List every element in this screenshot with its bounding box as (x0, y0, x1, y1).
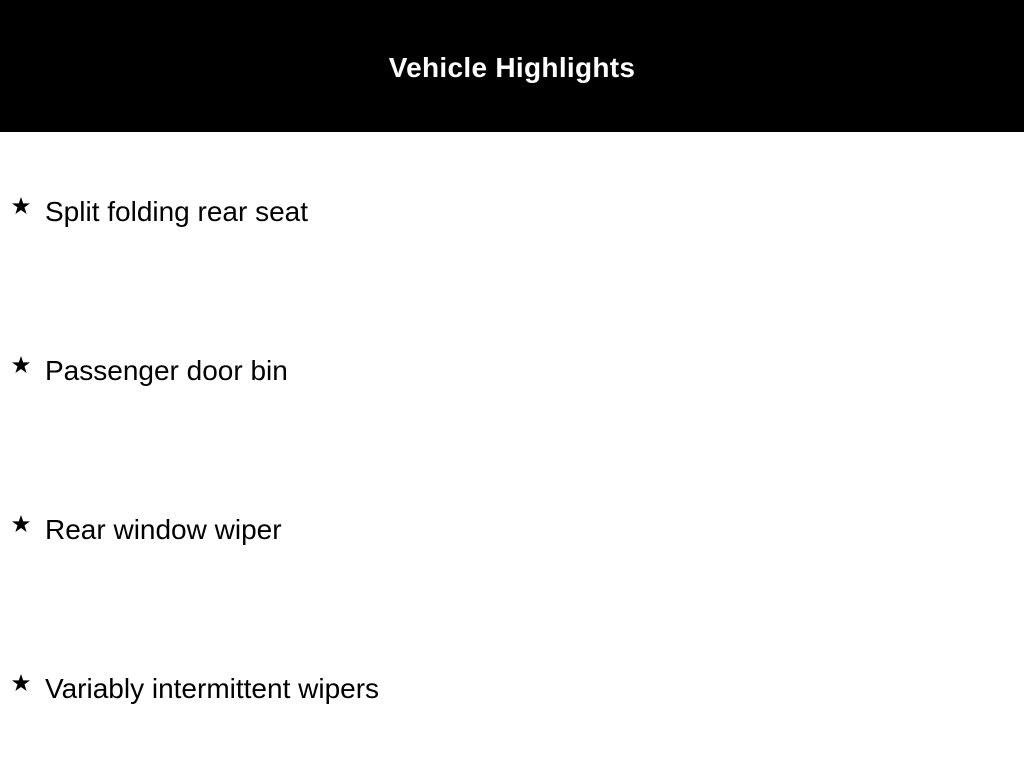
star-icon (11, 196, 31, 216)
page-title: Vehicle Highlights (388, 52, 636, 83)
list-item (0, 669, 1024, 709)
list-item (0, 192, 1024, 232)
highlight-label: Passenger door bin (45, 355, 288, 386)
star-icon (11, 673, 31, 693)
highlight-label: Variably intermittent wipers (45, 673, 380, 704)
list-item (0, 510, 1024, 550)
star-icon (11, 355, 31, 375)
highlight-label: Split folding rear seat (45, 196, 309, 227)
highlight-label: Rear window wiper (45, 514, 282, 545)
list-item (0, 351, 1024, 391)
star-icon (11, 514, 31, 534)
